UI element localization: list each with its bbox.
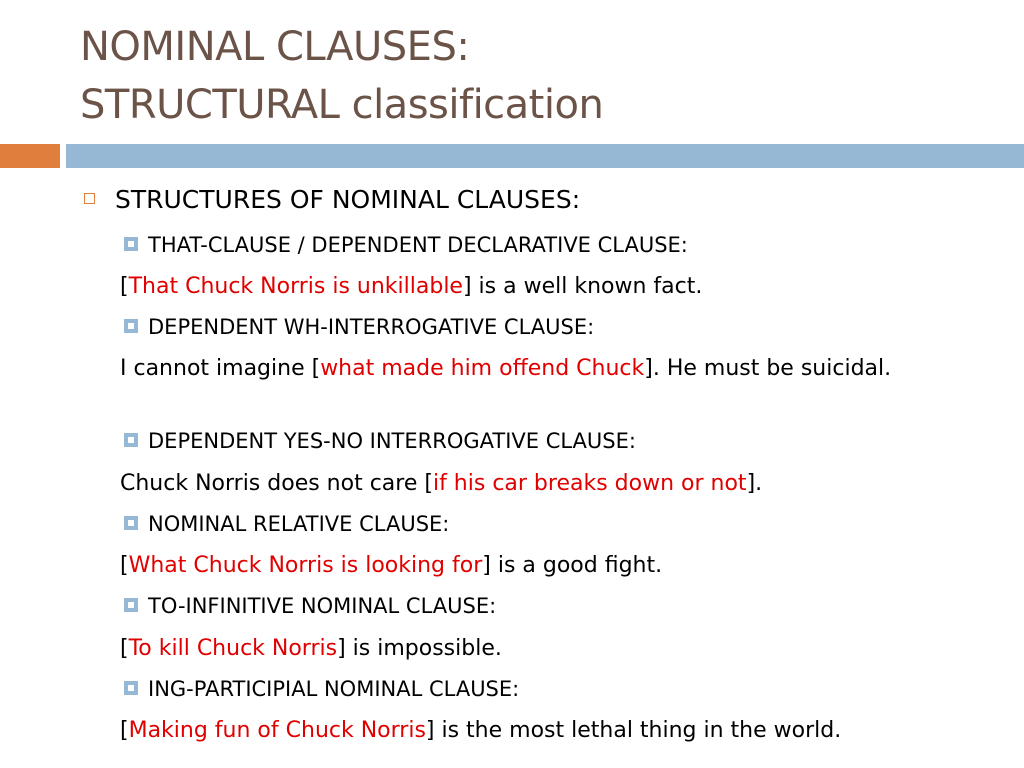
example-text: ]. bbox=[746, 471, 763, 496]
example-text: ] is impossible. bbox=[337, 636, 502, 661]
example-text: Chuck Norris does not care [ bbox=[120, 471, 433, 496]
example-clause-highlight: To kill Chuck Norris bbox=[128, 636, 338, 661]
clause-type-item bbox=[124, 591, 496, 621]
example-text: ] is a well known fact. bbox=[462, 274, 703, 299]
example-clause-highlight: if his car breaks down or not bbox=[432, 471, 747, 496]
clause-type-label: TO-INFINITIVE NOMINAL CLAUSE: bbox=[148, 594, 497, 618]
square-bullet-icon bbox=[124, 319, 138, 333]
example-clause-highlight: What Chuck Norris is looking for bbox=[128, 553, 483, 578]
example-sentence bbox=[120, 468, 762, 499]
clause-type-item bbox=[124, 674, 519, 704]
example-text: [ bbox=[120, 718, 129, 743]
example-sentence bbox=[120, 633, 502, 664]
square-bullet-icon bbox=[124, 681, 138, 695]
example-sentence bbox=[120, 550, 662, 581]
example-text: ] is a good fight. bbox=[482, 553, 663, 578]
square-bullet-icon bbox=[124, 516, 138, 530]
clause-type-item bbox=[124, 426, 636, 456]
example-text: ]. He must be suicidal. bbox=[644, 356, 892, 381]
level1-bullet-item bbox=[84, 182, 580, 218]
example-sentence bbox=[120, 353, 980, 384]
hollow-square-bullet-icon bbox=[84, 193, 95, 204]
clause-type-item bbox=[124, 230, 688, 260]
clause-type-label: DEPENDENT WH-INTERROGATIVE CLAUSE: bbox=[148, 315, 595, 339]
clause-type-label: THAT-CLAUSE / DEPENDENT DECLARATIVE CLAUSE: bbox=[148, 233, 688, 257]
clause-type-item bbox=[124, 312, 594, 342]
example-clause-highlight: That Chuck Norris is unkillable bbox=[128, 274, 463, 299]
example-text: ] is the most lethal thing in the world. bbox=[425, 718, 842, 743]
structures-heading: STRUCTURES OF NOMINAL CLAUSES: bbox=[115, 185, 581, 214]
slide-title-line-2: STRUCTURAL classification bbox=[80, 82, 604, 128]
slide-title-line-1: NOMINAL CLAUSES: bbox=[80, 24, 470, 70]
clause-type-label: DEPENDENT YES-NO INTERROGATIVE CLAUSE: bbox=[148, 429, 636, 453]
example-text: [ bbox=[120, 553, 129, 578]
example-text: [ bbox=[120, 636, 129, 661]
example-clause-highlight: what made him offend Chuck bbox=[320, 356, 645, 381]
example-clause-highlight: Making fun of Chuck Norris bbox=[128, 718, 426, 743]
square-bullet-icon bbox=[124, 433, 138, 447]
example-text: I cannot imagine [ bbox=[120, 356, 321, 381]
square-bullet-icon bbox=[124, 598, 138, 612]
clause-type-item bbox=[124, 509, 449, 539]
clause-type-label: NOMINAL RELATIVE CLAUSE: bbox=[148, 512, 450, 536]
example-sentence bbox=[120, 715, 841, 746]
example-sentence bbox=[120, 271, 702, 302]
square-bullet-icon bbox=[124, 237, 138, 251]
example-text: [ bbox=[120, 274, 129, 299]
clause-type-label: ING-PARTICIPIAL NOMINAL CLAUSE: bbox=[148, 677, 520, 701]
